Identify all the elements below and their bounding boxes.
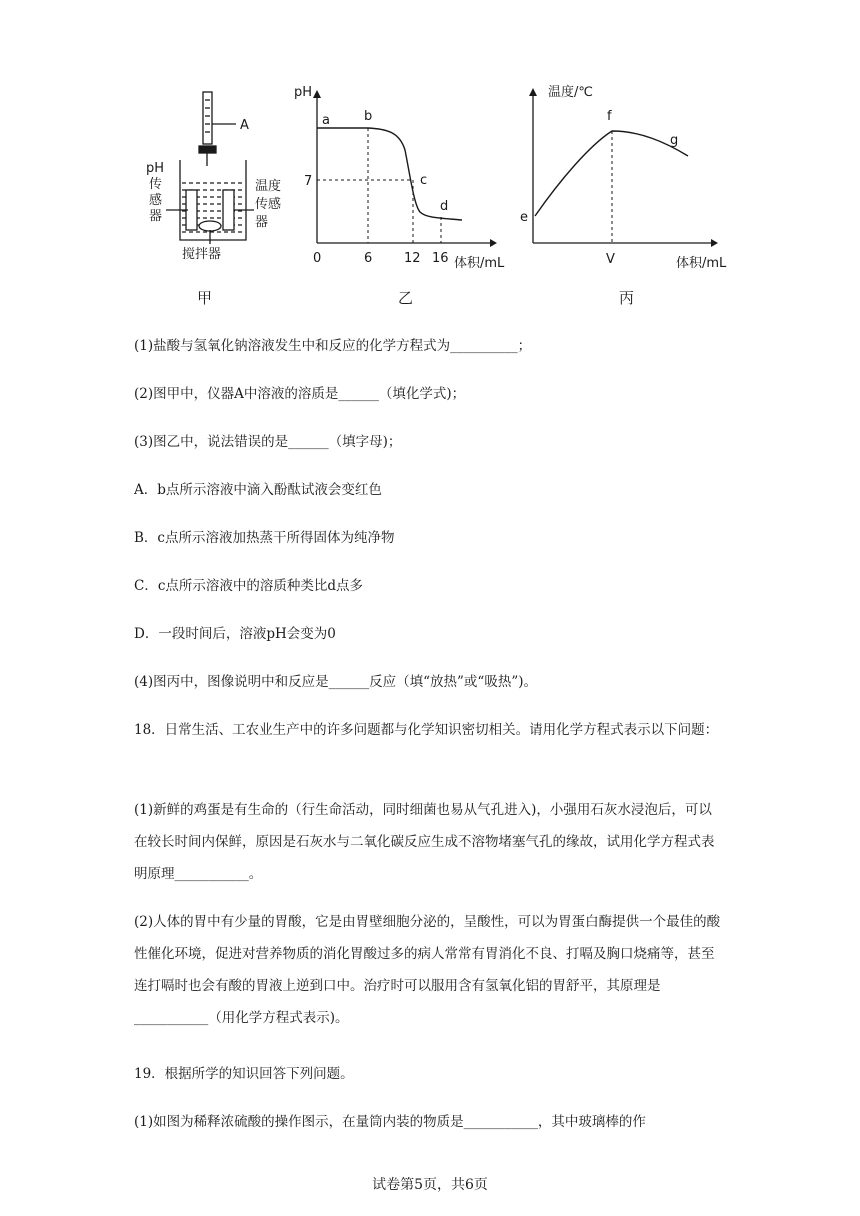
q17-option-b: B．c点所示溶液加热蒸干所得固体为纯净物 xyxy=(134,530,395,546)
yi-y-arrow xyxy=(313,90,321,98)
stirrer-icon xyxy=(199,221,221,231)
figures-svg xyxy=(0,0,860,320)
q19-stem: 19．根据所学的知识回答下列问题。 xyxy=(134,1066,354,1082)
ph-sensor-label-1: 传 xyxy=(149,177,163,192)
stirrer-label: 搅拌器 xyxy=(182,247,222,262)
yi-point-a: a xyxy=(322,113,330,128)
bing-y-arrow xyxy=(529,88,537,96)
yi-x-arrow xyxy=(490,239,497,247)
ph-sensor-label-3: 器 xyxy=(149,209,163,224)
figure-jia-apparatus xyxy=(166,92,254,244)
bing-point-f: f xyxy=(607,109,612,124)
q17-part3: (3)图乙中，说法错误的是______（填字母)； xyxy=(134,434,402,450)
temp-sensor-label-1: 传感 xyxy=(255,197,282,212)
label-A: A xyxy=(240,118,249,133)
page-footer: 试卷第5页，共6页 xyxy=(372,1177,488,1193)
bing-point-e: e xyxy=(520,210,528,225)
yi-ytick-7: 7 xyxy=(304,174,313,189)
bing-xlabel: 体积/mL xyxy=(676,256,727,271)
q18-part2: (2)人体的胃中有少量的胃酸，它是由胃壁细胞分泌的，呈酸性，可以为胃蛋白酶提供一个最佳的酸性催化环境，促进对营养物质的消化胃酸过多的病人常常有胃消化不良、打嗝及胸口烧痛等，甚至连打嗝时也会有酸的胃液上逆到口中。治疗时可以服用含有氢氧化铝的胃舒平，其原理是___________（用化学方程式表示)。 xyxy=(134,914,721,1026)
q18-part1: (1)新鲜的鸡蛋是有生命的（行生命活动，同时细菌也易从气孔进入)，小强用石灰水浸泡后，可以在较长时间内保鲜，原因是石灰水与二氧化碳反应生成不溶物堵塞气孔的缘故，试用化学方程式表明原理___________。 xyxy=(134,802,715,882)
yi-point-b: b xyxy=(364,109,373,124)
figure-row xyxy=(0,0,860,320)
bing-point-g: g xyxy=(670,133,679,148)
ph-sensor-label-0: pH xyxy=(146,161,165,176)
q17-part2: (2)图甲中，仪器A中溶液的溶质是______（填化学式)； xyxy=(134,386,466,402)
stopcock-icon xyxy=(199,146,216,153)
yi-xtick-12: 12 xyxy=(404,251,421,266)
q17-part1: (1)盐酸与氢氧化钠溶液发生中和反应的化学方程式为__________； xyxy=(134,338,532,354)
yi-ylabel: pH xyxy=(294,85,313,100)
temp-sensor-label-2: 器 xyxy=(255,215,269,230)
q19-part1: (1)如图为稀释浓硫酸的操作图示，在量筒内装的物质是___________，其中玻璃棒的作 xyxy=(134,1114,646,1130)
temp-sensor-icon xyxy=(223,190,234,230)
caption-yi: 乙 xyxy=(398,289,414,307)
q17-option-a: A．b点所示溶液中滴入酚酞试液会变红色 xyxy=(134,482,382,498)
caption-jia: 甲 xyxy=(197,289,213,307)
caption-bing: 丙 xyxy=(619,289,635,307)
yi-xtick-6: 6 xyxy=(364,251,373,266)
q17-option-c: C．c点所示溶液中的溶质种类比d点多 xyxy=(134,578,364,594)
bing-ylabel: 温度/℃ xyxy=(548,85,593,100)
q18-stem: 18．日常生活、工农业生产中的许多问题都与化学知识密切相关。请用化学方程式表示以下问题： xyxy=(134,722,719,738)
q17-option-d: D．一段时间后，溶液pH会变为0 xyxy=(134,626,336,642)
chart-yi xyxy=(313,90,497,247)
yi-xtick-0: 0 xyxy=(313,251,322,266)
temp-sensor-label-0: 温度 xyxy=(255,179,282,194)
yi-point-d: d xyxy=(440,199,449,214)
bing-xtick-V: V xyxy=(606,252,615,267)
chart-bing xyxy=(529,88,718,247)
yi-xlabel: 体积/mL xyxy=(454,256,505,271)
q17-part4: (4)图丙中，图像说明中和反应是______反应（填“放热”或“吸热”)。 xyxy=(134,674,537,690)
yi-point-c: c xyxy=(420,173,428,188)
yi-xtick-16: 16 xyxy=(432,251,449,266)
bing-x-arrow xyxy=(711,239,718,247)
ph-sensor-label-2: 感 xyxy=(149,193,163,208)
